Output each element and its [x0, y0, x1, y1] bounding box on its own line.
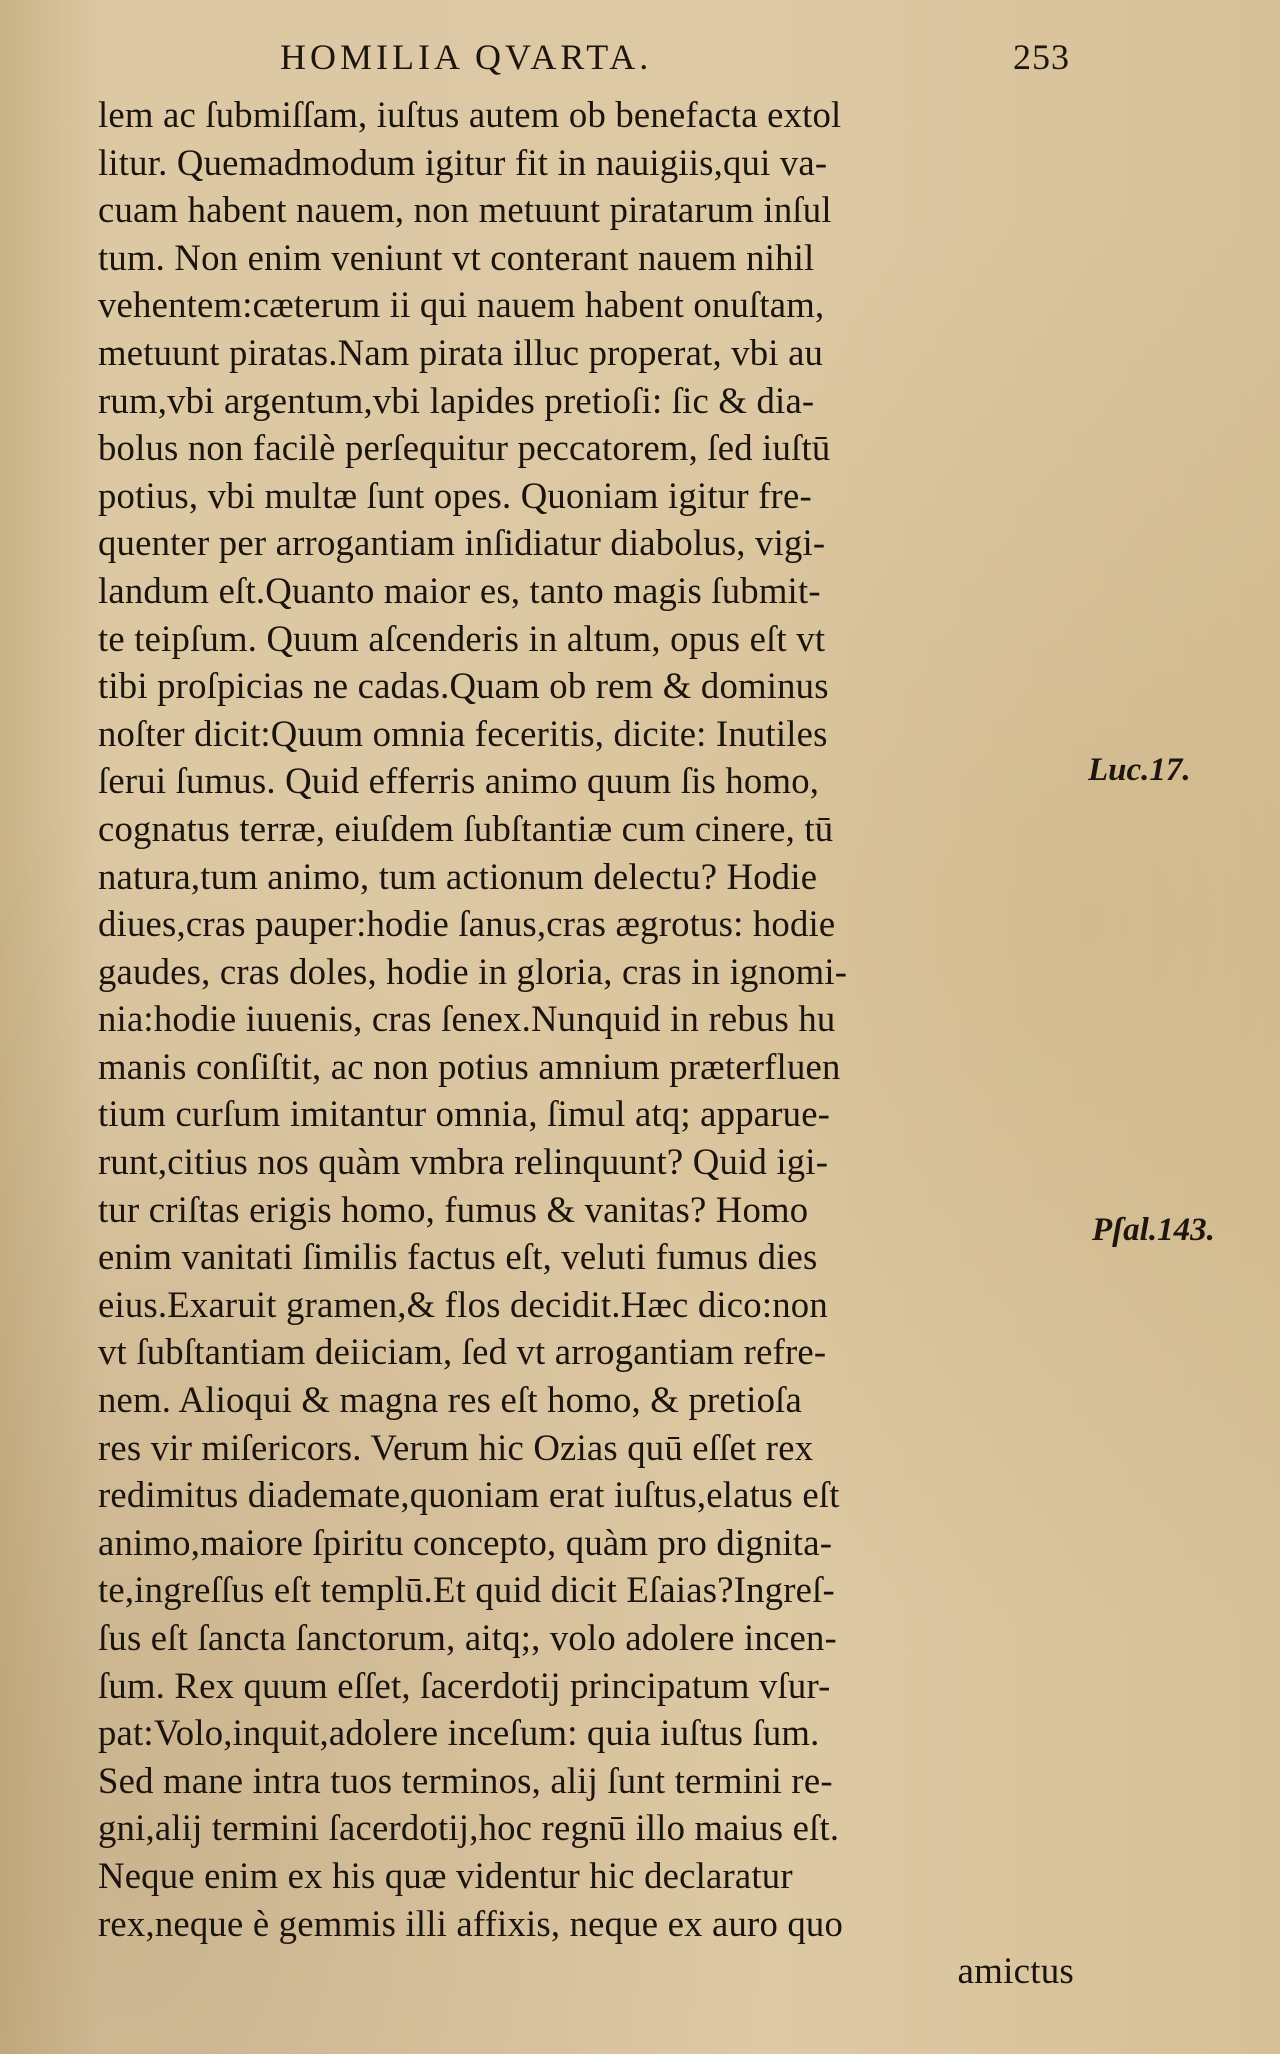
text-line: pat:Volo,inquit,adolere inceſum: quia iuſtus ſum. — [98, 1713, 820, 1755]
text-line: rum,vbi argentum,vbi lapides pretioſi: ſic & dia- — [98, 380, 815, 422]
text-line: gaudes, cras doles, hodie in gloria, cras in ignomi- — [98, 951, 848, 993]
text-line: res vir miſericors. Verum hic Ozias quū eſſet rex — [98, 1427, 814, 1469]
text-line: Sed mane intra tuos terminos, alij ſunt termini re- — [98, 1760, 833, 1802]
text-line: natura,tum animo, tum actionum delectu? Hodie — [98, 856, 818, 898]
text-line: landum eſt.Quanto maior es, tanto magis ſubmit- — [98, 570, 821, 612]
text-line: amictus — [957, 1951, 1074, 1993]
text-line: enim vanitati ſimilis factus eſt, veluti fumus dies — [98, 1237, 818, 1279]
text-line: nem. Alioqui & magna res eſt homo, & pretioſa — [98, 1380, 803, 1422]
text-line: redimitus diademate,quoniam erat iuſtus,elatus eſt — [98, 1475, 840, 1517]
text-line: gni,alij termini ſacerdotij,hoc regnū illo maius eſt. — [98, 1808, 840, 1850]
body-text — [98, 92, 1078, 1996]
running-header — [280, 36, 1070, 86]
text-line: te teipſum. Quum aſcenderis in altum, opus eſt vt — [98, 618, 826, 660]
header-title: HOMILIA QVARTA. — [280, 37, 653, 77]
text-line: lem ac ſubmiſſam, iuſtus autem ob benefacta extol — [98, 95, 842, 136]
page-number: 253 — [1013, 37, 1070, 77]
text-line: noſter dicit:Quum omnia feceritis, dicite: Inutiles — [98, 713, 828, 755]
text-line: metuunt piratas.Nam pirata illuc properat, vbi au — [98, 332, 824, 374]
text-line: tium curſum imitantur omnia, ſimul atq; apparue- — [98, 1094, 831, 1136]
margin-note-luke: Luc.17. — [1088, 752, 1191, 788]
text-line: litur. Quemadmodum igitur fit in nauigiis,qui va- — [98, 142, 828, 184]
text-line: vt ſubſtantiam deiiciam, ſed vt arrogantiam refre- — [98, 1332, 827, 1374]
text-line: tibi proſpicias ne cadas.Quam ob rem & dominus — [98, 666, 829, 708]
text-line: runt,citius nos quàm vmbra relinquunt? Quid igi- — [98, 1142, 829, 1184]
text-line: tur criſtas erigis homo, fumus & vanitas? Homo — [98, 1189, 809, 1231]
text-line: ſus eſt ſancta ſanctorum, aitq;, volo adolere incen- — [98, 1618, 837, 1659]
text-line: eius.Exaruit gramen,& flos decidit.Hæc dico:non — [98, 1284, 828, 1326]
text-line: cuam habent nauem, non metuunt piratarum inſul — [98, 190, 832, 232]
text-line: cognatus terræ, eiuſdem ſubſtantiæ cum cinere, tū — [98, 808, 834, 850]
text-line: potius, vbi multæ ſunt opes. Quoniam igitur fre- — [98, 475, 812, 517]
text-line: vehentem:cæterum ii qui nauem habent onuſtam, — [98, 285, 825, 327]
text-line: te,ingreſſus eſt templū.Et quid dicit Eſaias?Ingreſ- — [98, 1570, 835, 1612]
text-line: Neque enim ex his quæ videntur hic declaratur — [98, 1855, 793, 1897]
text-line: nia:hodie iuuenis, cras ſenex.Nunquid in rebus hu — [98, 999, 836, 1041]
text-line: manis conſiſtit, ac non potius amnium præterfluen — [98, 1046, 841, 1088]
margin-note-psalm: Pſal.143. — [1092, 1212, 1215, 1248]
text-line: ſerui ſumus. Quid efferris animo quum ſis homo, — [98, 761, 820, 803]
text-line: bolus non facilè perſequitur peccatorem, ſed iuſtū — [98, 428, 831, 470]
text-line: animo,maiore ſpiritu concepto, quàm pro dignita- — [98, 1522, 833, 1564]
text-line: rex,neque è gemmis illi affixis, neque ex auro quo — [98, 1903, 844, 1945]
text-line: tum. Non enim veniunt vt conterant nauem nihil — [98, 237, 815, 279]
text-line: quenter per arrogantiam inſidiatur diabolus, vigi- — [98, 523, 826, 565]
text-line: ſum. Rex quum eſſet, ſacerdotij principatum vſur- — [98, 1665, 831, 1707]
text-line: diues,cras pauper:hodie ſanus,cras ægrotus: hodie — [98, 904, 836, 946]
